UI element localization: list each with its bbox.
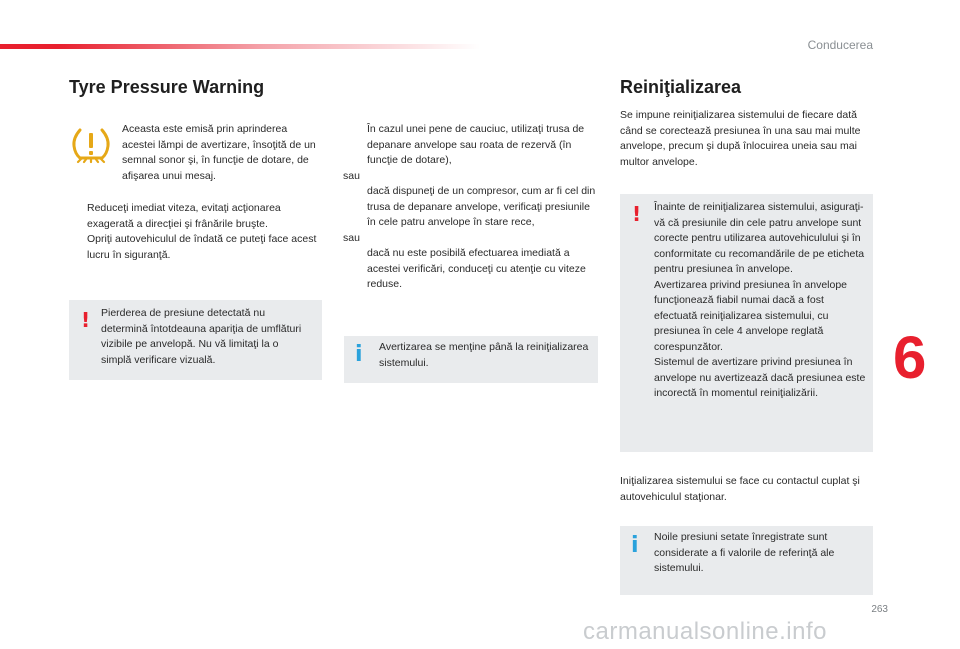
initialization-condition: Iniţializarea sistemului se face cu contactul cuplat şi autovehiculul staţionar. [620,475,860,503]
header-accent-bar [0,44,480,49]
action-bullet-list [69,201,325,263]
sau-separator: sau [343,231,360,244]
note-paragraph: Sistemul de avertizare privind presiunea în anvelope nu avertizează dacă presiunea este incorectă în momentul reiniţializării. [654,356,866,399]
page-number: 263 [871,604,888,615]
info-icon: i [355,342,363,367]
tyre-repair-instructions [343,122,598,293]
reinitialization-intro: Se impune reiniţializarea sistemului de fiecare dată când se corectează presiunea în una sau mai multe anvelope, precum şi după înlocuirea uneia sau mai multor anvelope. [620,109,861,168]
info-note-warning-persists: i Avertizarea se menţine până la reiniţializarea sistemului. [344,336,598,383]
tyre-pressure-warning-icon [70,124,112,166]
list-item: dacă dispuneţi de un compresor, cum ar fi cel din trusa de depanare anvelope, verificaţi presiunile în cele patru anvelope în stare rece, [367,185,596,228]
warning-icon: ! [632,202,642,226]
note-paragraph: Avertizarea privind presiunea în anvelope funcţionează fiabil numai dacă a fost efectuată reiniţializarea sistemului, cu presiunea în cele 4 anvelope reglată corespunzător. [654,278,848,353]
watermark: carmanualsonline.info [583,618,827,645]
list-item: Opriţi autovehiculul de îndată ce puteţi face acest lucru în siguranţă. [87,233,317,261]
chapter-number: 6 [893,324,927,391]
sau-separator: sau [343,169,360,182]
list-item: Reduceţi imediat viteza, evitaţi acţionarea exagerată a direcţiei şi frânările bruşte. [87,202,281,230]
warning-note-reinitialization [620,194,873,452]
chapter-name: Conducerea [807,38,873,52]
warning-note-pressure-loss: ! Pierderea de presiune detectată nu determină întotdeauna apariţia de umflături vizibile pe anvelopă. Nu vă limitaţi la o simplă verificare vizuală. [69,300,322,380]
info-note-reference-values: i Noile presiuni setate înregistrate sunt considerate a fi valorile de referinţă ale sistemului. [620,526,873,595]
list-item: În cazul unei pene de cauciuc, utilizaţi trusa de depanare anvelope sau roata de rezervă (în funcţie de dotare), [367,123,585,166]
list-item: dacă nu este posibilă efectuarea imediată a acestei verificări, conduceţi cu atenţie cu viteze reduse. [367,247,586,290]
info-icon: i [631,533,639,558]
section-title-reinitialization: Reiniţializarea [620,77,742,97]
warning-icon: ! [81,308,91,332]
section-title-tyre-pressure: Tyre Pressure Warning [69,77,265,97]
note-paragraph: Înainte de reiniţializarea sistemului, asiguraţi-vă că presiunile din cele patru anvelope sunt corecte pentru utilizarea autovehiculului şi în conformitate cu recomandările de pe eticheta pentru presiunea în anvelope. [654,201,865,275]
warning-lamp-description: Aceasta este emisă prin aprinderea acestei lămpi de avertizare, însoţită de un semnal sonor şi, în funcţie de dotare, de afişarea unui mesaj. [122,123,316,182]
